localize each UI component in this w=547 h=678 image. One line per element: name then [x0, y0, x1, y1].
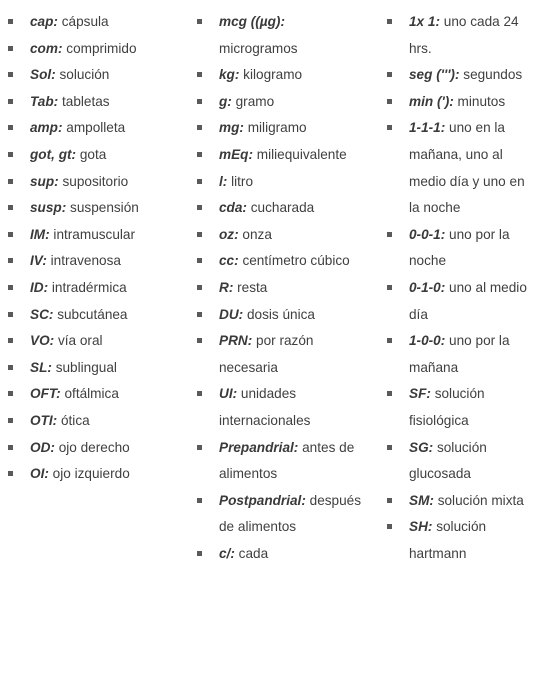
square-bullet-icon: [197, 125, 202, 130]
square-bullet-icon: [387, 285, 392, 290]
abbreviation-meaning: uno en la mañana, uno al medio día y uno en la noche: [409, 120, 525, 216]
abbreviation-term: Postpandrial:: [219, 492, 306, 508]
abbreviation-term: VO:: [30, 333, 55, 349]
abbreviation-item: [197, 142, 367, 169]
abbreviation-item: [8, 408, 178, 435]
abbreviation-meaning: vía oral: [57, 333, 103, 349]
abbreviation-item: [387, 381, 537, 434]
square-bullet-icon: [197, 152, 202, 157]
abbreviation-item: [387, 514, 537, 567]
abbreviation-item: [8, 381, 178, 408]
square-bullet-icon: [8, 99, 13, 104]
abbreviation-term: 0-1-0:: [409, 279, 446, 295]
abbreviation-item: [387, 222, 537, 275]
abbreviation-item: [197, 275, 367, 302]
abbreviation-term: OD:: [30, 439, 55, 455]
abbreviation-item: [8, 142, 178, 169]
abbreviation-term: SL:: [30, 359, 52, 375]
abbreviation-item: [197, 302, 367, 329]
abbreviation-meaning: antes de alimentos: [219, 439, 355, 482]
abbreviation-term: min ('):: [409, 93, 454, 109]
abbreviation-meaning: microgramos: [219, 40, 298, 56]
square-bullet-icon: [8, 232, 13, 237]
abbreviation-meaning: intramuscular: [53, 226, 136, 242]
abbreviation-term: cc:: [219, 253, 239, 269]
abbreviation-meaning: intradérmica: [51, 279, 127, 295]
abbreviation-term: UI:: [219, 386, 238, 402]
abbreviation-item: [8, 9, 178, 36]
square-bullet-icon: [8, 471, 13, 476]
abbreviation-term: SM:: [409, 492, 434, 508]
abbreviation-meaning: sublingual: [55, 359, 117, 375]
abbreviation-column-2: [197, 9, 367, 567]
abbreviation-item: [197, 488, 367, 541]
abbreviation-item: [197, 381, 367, 434]
abbreviation-item: [8, 355, 178, 382]
square-bullet-icon: [197, 498, 202, 503]
abbreviation-item: [387, 435, 537, 488]
square-bullet-icon: [8, 46, 13, 51]
abbreviation-term: Prepandrial:: [219, 439, 299, 455]
abbreviation-term: oz:: [219, 226, 239, 242]
abbreviation-term: mEq:: [219, 146, 253, 162]
abbreviation-meaning: gramo: [235, 93, 275, 109]
abbreviation-meaning: uno por la noche: [409, 226, 510, 269]
square-bullet-icon: [197, 179, 202, 184]
abbreviation-meaning: solución hartmann: [409, 519, 487, 561]
abbreviation-item: [8, 89, 178, 116]
abbreviation-item: [387, 115, 537, 221]
abbreviation-term: OFT:: [30, 386, 61, 402]
square-bullet-icon: [197, 551, 202, 556]
square-bullet-icon: [8, 258, 13, 263]
abbreviation-item: [387, 275, 537, 328]
square-bullet-icon: [387, 445, 392, 450]
abbreviation-meaning: onza: [242, 226, 272, 242]
abbreviation-meaning: miliequivalente: [256, 146, 347, 162]
abbreviation-meaning: solución: [59, 67, 110, 83]
square-bullet-icon: [8, 205, 13, 210]
abbreviation-term: SC:: [30, 306, 54, 322]
abbreviation-item: [8, 62, 178, 89]
abbreviation-item: [8, 275, 178, 302]
abbreviation-term: IV:: [30, 253, 47, 269]
abbreviation-term: kg:: [219, 67, 240, 83]
abbreviation-meaning: solución fisiológica: [409, 386, 485, 428]
square-bullet-icon: [197, 391, 202, 396]
abbreviation-meaning: cápsula: [61, 14, 109, 29]
square-bullet-icon: [8, 445, 13, 450]
square-bullet-icon: [8, 125, 13, 130]
square-bullet-icon: [197, 258, 202, 263]
abbreviation-term: sup:: [30, 173, 59, 189]
abbreviation-term: 1x 1:: [409, 14, 440, 29]
abbreviation-term: susp:: [30, 200, 67, 216]
abbreviation-item: [197, 222, 367, 249]
abbreviation-meaning: uno al medio día: [409, 279, 527, 322]
abbreviation-meaning: ojo derecho: [58, 439, 130, 455]
abbreviation-meaning: intravenosa: [50, 253, 121, 269]
abbreviation-term: mcg ((µg):: [219, 14, 285, 29]
square-bullet-icon: [387, 19, 392, 24]
abbreviation-meaning: uno cada 24 hrs.: [409, 14, 519, 56]
abbreviation-term: SF:: [409, 386, 431, 402]
square-bullet-icon: [197, 72, 202, 77]
square-bullet-icon: [8, 179, 13, 184]
square-bullet-icon: [8, 72, 13, 77]
abbreviation-meaning: cucharada: [250, 200, 315, 216]
square-bullet-icon: [387, 498, 392, 503]
square-bullet-icon: [387, 72, 392, 77]
abbreviation-item: [8, 328, 178, 355]
square-bullet-icon: [387, 125, 392, 130]
abbreviation-meaning: suspensión: [70, 200, 139, 216]
abbreviation-item: [387, 62, 537, 89]
abbreviation-term: DU:: [219, 306, 244, 322]
abbreviation-item: [387, 488, 537, 515]
abbreviation-meaning: solución mixta: [437, 492, 524, 508]
abbreviation-term: Tab:: [30, 93, 59, 109]
abbreviation-item: [197, 89, 367, 116]
abbreviation-term: OTI:: [30, 412, 58, 428]
abbreviation-meaning: supositorio: [62, 173, 129, 189]
abbreviation-item: [387, 328, 537, 381]
abbreviation-term: seg ('''):: [409, 67, 460, 83]
abbreviation-term: g:: [219, 93, 232, 109]
abbreviation-term: OI:: [30, 466, 49, 482]
abbreviation-item: [8, 302, 178, 329]
abbreviation-meaning: segundos: [463, 67, 523, 83]
abbreviation-term: 0-0-1:: [409, 226, 446, 242]
square-bullet-icon: [197, 232, 202, 237]
abbreviation-item: [8, 248, 178, 275]
abbreviation-term: Sol:: [30, 67, 56, 83]
abbreviation-meaning: por razón necesaria: [219, 333, 314, 375]
square-bullet-icon: [197, 285, 202, 290]
square-bullet-icon: [387, 338, 392, 343]
abbreviation-column-1: [8, 9, 178, 488]
abbreviation-item: [197, 195, 367, 222]
square-bullet-icon: [8, 338, 13, 343]
abbreviation-column-3: [387, 9, 537, 567]
abbreviation-meaning: oftálmica: [64, 386, 119, 402]
square-bullet-icon: [8, 391, 13, 396]
abbreviation-meaning: litro: [231, 173, 253, 189]
square-bullet-icon: [197, 312, 202, 317]
abbreviation-item: [8, 115, 178, 142]
abbreviation-meaning: tabletas: [61, 93, 110, 109]
square-bullet-icon: [387, 524, 392, 529]
abbreviation-term: R:: [219, 279, 234, 295]
abbreviation-meaning: resta: [237, 279, 268, 295]
abbreviation-item: [8, 195, 178, 222]
square-bullet-icon: [387, 232, 392, 237]
square-bullet-icon: [197, 445, 202, 450]
abbreviation-meaning: después de alimentos: [219, 492, 362, 535]
abbreviation-term: ID:: [30, 279, 49, 295]
abbreviation-term: amp:: [30, 120, 63, 136]
abbreviation-item: [197, 435, 367, 488]
abbreviation-term: mg:: [219, 120, 244, 136]
square-bullet-icon: [8, 19, 13, 24]
abbreviation-item: [197, 248, 367, 275]
abbreviation-item: [197, 62, 367, 89]
abbreviation-item: [197, 541, 367, 568]
abbreviation-meaning: minutos: [457, 93, 506, 109]
square-bullet-icon: [197, 99, 202, 104]
abbreviation-term: SG:: [409, 439, 434, 455]
abbreviation-term: l:: [219, 173, 228, 189]
square-bullet-icon: [8, 312, 13, 317]
abbreviation-meaning: kilogramo: [243, 67, 303, 83]
abbreviation-term: cap:: [30, 14, 58, 29]
abbreviation-meaning: gota: [79, 146, 107, 162]
abbreviation-term: PRN:: [219, 333, 253, 349]
abbreviation-term: cda:: [219, 200, 247, 216]
abbreviation-term: c/:: [219, 545, 235, 561]
abbreviation-item: [8, 222, 178, 249]
abbreviation-meaning: comprimido: [66, 40, 137, 56]
abbreviation-item: [387, 89, 537, 116]
abbreviation-item: [8, 169, 178, 196]
abbreviation-meaning: subcutánea: [57, 306, 128, 322]
abbreviation-item: [8, 461, 178, 488]
square-bullet-icon: [8, 418, 13, 423]
abbreviation-item: [197, 169, 367, 196]
abbreviation-item: [8, 435, 178, 462]
abbreviation-meaning: ótica: [60, 412, 90, 428]
abbreviation-term: SH:: [409, 519, 433, 535]
square-bullet-icon: [8, 152, 13, 157]
square-bullet-icon: [8, 285, 13, 290]
square-bullet-icon: [197, 205, 202, 210]
abbreviation-term: got, gt:: [30, 146, 77, 162]
abbreviation-meaning: solución glucosada: [409, 439, 487, 482]
square-bullet-icon: [387, 99, 392, 104]
abbreviation-item: [197, 328, 367, 381]
abbreviation-meaning: ampolleta: [66, 120, 126, 136]
abbreviation-item: [197, 115, 367, 142]
abbreviation-meaning: unidades internacionales: [219, 386, 311, 428]
square-bullet-icon: [197, 338, 202, 343]
abbreviation-meaning: ojo izquierdo: [52, 466, 130, 482]
abbreviation-meaning: centímetro cúbico: [242, 253, 350, 269]
abbreviation-term: 1-0-0:: [409, 333, 446, 349]
square-bullet-icon: [387, 391, 392, 396]
square-bullet-icon: [8, 365, 13, 370]
abbreviation-term: 1-1-1:: [409, 120, 446, 136]
abbreviation-item: [387, 9, 537, 62]
abbreviation-item: [197, 9, 367, 62]
abbreviation-term: IM:: [30, 226, 50, 242]
abbreviation-meaning: dosis única: [246, 306, 315, 322]
square-bullet-icon: [197, 19, 202, 24]
abbreviation-term: com:: [30, 40, 63, 56]
abbreviation-meaning: miligramo: [247, 120, 307, 136]
abbreviation-item: [8, 36, 178, 63]
abbreviation-meaning: uno por la mañana: [409, 333, 510, 375]
abbreviation-meaning: cada: [238, 545, 269, 561]
